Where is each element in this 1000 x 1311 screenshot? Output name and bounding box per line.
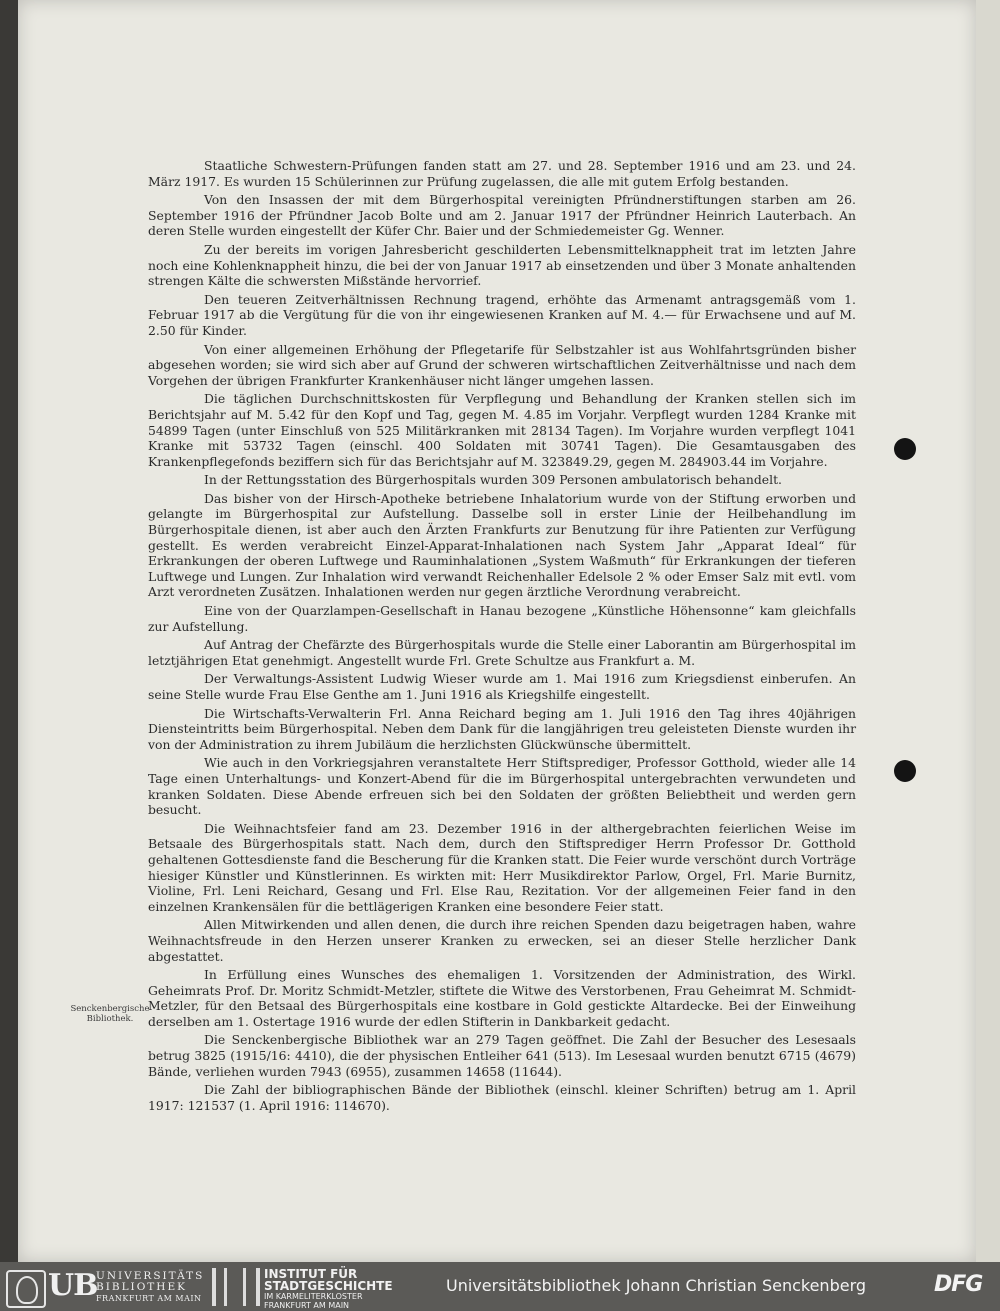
paragraph: Zu der bereits im vorigen Jahresbericht geschilderten Lebensmittelknappheit trat im letzten Jahre noch eine Kohlenknappheit hinzu, die bei der von Januar 1917 ab einsetzenden und über 3 Monate anhaltenden strengen Kälte die schwersten Mißstände hervorrief. xyxy=(148,241,856,289)
institute-subtitle xyxy=(264,1293,363,1310)
paragraph: Eine von der Quarzlampen-Gesellschaft in Hanau bezogene „Künstliche Höhensonne“ kam gleichfalls zur Aufstellung. xyxy=(148,603,856,634)
institute-name-line: INSTITUT FÜR xyxy=(264,1267,358,1281)
ub-name-line: UNIVERSITÄTS xyxy=(96,1270,205,1282)
page-edge xyxy=(976,0,1000,1262)
paragraph: Die Zahl der bibliographischen Bände der Bibliothek (einschl. kleiner Schriften) betrug am 1. April 1917: 121537 (1. April 1916: 114670). xyxy=(148,1082,856,1113)
paragraph: Staatliche Schwestern-Prüfungen fanden statt am 27. und 28. September 1916 und am 23. und 24. März 1917. Es wurden 15 Schülerinnen zur Prüfung zugelassen, die alle mit gutem Erfolg bestanden. xyxy=(148,158,856,189)
ub-logo-mark[interactable]: UB xyxy=(48,1268,98,1303)
institute-sub-line: IM KARMELITERKLOSTER xyxy=(264,1292,363,1301)
paragraph: Von einer allgemeinen Erhöhung der Pflegetarife für Selbstzahler ist aus Wohlfahrtsgründen bisher abgesehen worden; sie wird sich aber auf Grund der schweren wirtschaftlichen Zeitverhältnisse und nach dem Vorgehen der übrigen Frankfurter Krankenhäuser nicht länger umgehen lassen. xyxy=(148,341,856,388)
paragraph: Allen Mitwirkenden und allen denen, die durch ihre reichen Spenden dazu beigetragen haben, wahre Weihnachtsfreude in den Herzen unserer Kranken zu erwecken, sei an dieser Stelle herzlicher Dank abgestattet. xyxy=(148,917,856,964)
paragraph: In der Rettungsstation des Bürgerhospitals wurden 309 Personen ambulatorisch behandelt. xyxy=(204,472,782,488)
ub-logo-text[interactable] xyxy=(96,1271,204,1304)
paragraph: In Erfüllung eines Wunsches des ehemaligen 1. Vorsitzenden der Administration, des Wirkl. Geheimrats Prof. Dr. Moritz Schmidt-Metzler, stiftete die Witwe des Verstorbenen, Frau Geheimrat M. Schmidt-Metzler, für den Betsaal des Bürgerhospitals eine kostbare in Gold gestickte Altardecke. Bei der Einweihung derselben am 1. Ostertage 1916 wurde der edlen Stifterin in Dankbarkeit gedacht. xyxy=(148,967,856,1029)
footer-bar xyxy=(0,1262,1000,1311)
paragraph: Das bisher von der Hirsch-Apotheke betriebene Inhalatorium wurde von der Stiftung erworben und gelangte im Bürgerhospital zur Aufstellung. Dasselbe soll in erster Linie der Heilbehandlung im Bürgerhospitale dienen, ist aber auch den Ärzten Frankfurts zur Benutzung für ihre Patienten zur Verfügung gestellt. Es werden verabreicht Einzel-Apparat-Inhalationen nach System Jahr „Apparat Ideal“ für Erkrankungen der oberen Luftwege und Rauminhalationen „System Waßmuth“ für Erkrankungen der tieferen Luftwege und Lungen. Zur Inhalation wird verwandt Reichenhaller Edelsole 2 % oder Emser Salz mit evtl. vom Arzt verordneten Zusätzen. Inhalationen werden nur gegen ärztliche Verordnung verabreicht. xyxy=(148,490,856,600)
paragraph: Die Weihnachtsfeier fand am 23. Dezember 1916 in der althergebrachten feierlichen Weise im Betsaale des Bürgerhospitals statt. Nach dem, durch den Stiftsprediger Herrn Professor Dr. Gotthold gehaltenen Gottesdienste fand die Bescherung für die Kranken statt. Die Feier wurde verschönt durch Vorträge hiesiger Künstler und Künstlerinnen. Es wirkten mit: Herr Musikdirektor Parlow, Orgel, Frl. Marie Burnitz, Violine, Frl. Leni Reichard, Gesang und Frl. Else Rau, Rezitation. Vor der allgemeinen Feier fand in den einzelnen Krankensälen für die bettlägerigen Kranken eine besondere Feier statt. xyxy=(148,820,856,914)
paragraph: Der Verwaltungs-Assistent Ludwig Wieser wurde am 1. Mai 1916 zum Kriegsdienst einberufen. An seine Stelle wurde Frau Else Genthe am 1. Juni 1916 als Kriegshilfe eingestellt. xyxy=(148,671,856,702)
ub-name-line: FRANKFURT AM MAIN xyxy=(96,1294,202,1303)
paragraph: Die täglichen Durchschnittskosten für Verpflegung und Behandlung der Kranken stellen sich im Berichtsjahr auf M. 5.42 für den Kopf und Tag, gegen M. 4.85 im Vorjahr. Verpflegt wurden 1284 Kranke mit 54899 Tagen (unter Einschluß von 525 Militärkranken mit 28134 Tagen). Im Vorjahre wurden verpflegt 1041 Kranke mit 53732 Tagen (einschl. 400 Soldaten mit 30741 Tagen). Die Gesamtausgaben des Krankenpflegefonds beziffern sich für das Berichtsjahr auf M. 323849.29, gegen M. 284903.44 im Vorjahre. xyxy=(148,391,856,469)
institute-name-line: STADTGESCHICHTE xyxy=(264,1279,393,1293)
institute-logo-text[interactable] xyxy=(264,1268,393,1292)
document-body xyxy=(148,158,856,1116)
library-title: Universitätsbibliothek Johann Christian Senckenberg xyxy=(446,1276,867,1295)
paragraph: Die Senckenbergische Bibliothek war an 279 Tagen geöffnet. Die Zahl der Besucher des Lesesaals betrug 3825 (1915/16: 4410), die der physischen Entleiher 641 (513). Im Lesesaal wurden benutzt 6715 (4679) Bände, verliehen wurden 7943 (6955), zusammen 14658 (11644). xyxy=(148,1032,856,1079)
margin-note: Senckenbergische Bibliothek. xyxy=(70,1004,150,1024)
paragraph: Den teueren Zeitverhältnissen Rechnung tragend, erhöhte das Armenamt antragsgemäß vom 1. Februar 1917 ab die Vergütung für die von ihr eingewiesenen Kranken auf M. 4.— für Erwachsene und auf M. 2.50 für Kinder. xyxy=(148,291,856,338)
paragraph: Wie auch in den Vorkriegsjahren veranstaltete Herr Stiftsprediger, Professor Gotthold, wieder alle 14 Tage einen Unterhaltungs- und Konzert-Abend für die im Bürgerhospital untergebrachten verwundeten und kranken Soldaten. Diese Abende erfreuen sich bei den Soldaten der größten Beliebtheit und werden gern besucht. xyxy=(148,755,856,818)
paragraph: Von den Insassen der mit dem Bürgerhospital vereinigten Pfründnerstiftungen starben am 26. September 1916 der Pfründner Jacob Bolte und am 2. Januar 1917 der Pfründner Heinrich Lauterbach. An deren Stelle wurden eingestellt der Küfer Chr. Baier und der Schmiedemeister Gg. Wenner. xyxy=(148,192,856,239)
institute-logo-icon xyxy=(212,1268,260,1306)
institute-sub-line: FRANKFURT AM MAIN xyxy=(264,1300,350,1310)
paragraph: Die Wirtschafts-Verwalterin Frl. Anna Reichard beging am 1. Juli 1916 den Tag ihres 40jährigen Diensteintritts beim Bürgerhospital. Neben dem Dank für die langjährigen treu geleisteten Dienste wurden ihr von der Administration zu ihrem Jubiläum die herzlichsten Glückwünsche übermittelt. xyxy=(148,705,856,752)
dfg-logo[interactable]: DFG xyxy=(934,1272,983,1297)
punch-hole xyxy=(894,760,916,782)
ub-name-line: BIBLIOTHEK xyxy=(96,1281,187,1293)
goethe-portrait-icon xyxy=(6,1270,46,1308)
paragraph: Auf Antrag der Chefärzte des Bürgerhospitals wurde die Stelle einer Laborantin am Bürgerhospital im letztjährigen Etat genehmigt. Angestellt wurde Frl. Grete Schultze aus Frankfurt a. M. xyxy=(148,637,856,668)
punch-hole xyxy=(894,438,916,460)
